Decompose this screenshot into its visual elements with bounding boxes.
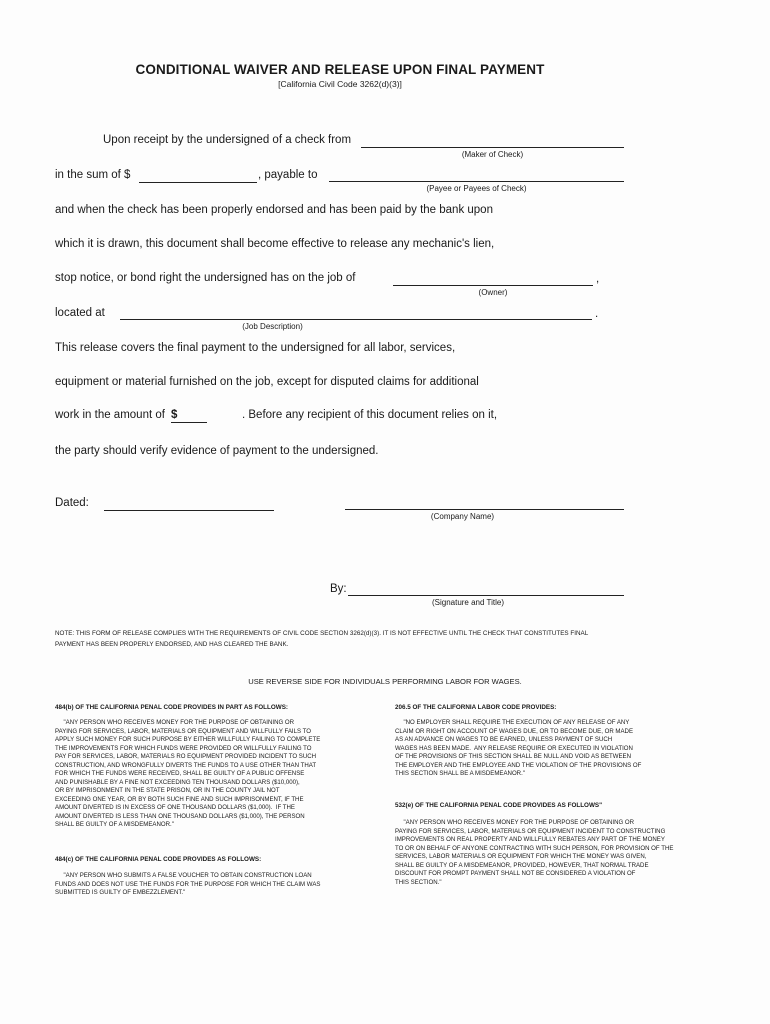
payee-caption: (Payee or Payees of Check): [426, 184, 527, 193]
text-endorsed: and when the check has been properly endorsed and has been paid by the bank upon: [55, 204, 493, 216]
text-release-covers: This release covers the final payment to the undersigned for all labor, services,: [55, 342, 456, 354]
signature-caption: (Signature and Title): [431, 598, 505, 607]
heading-484b: 484(b) OF THE CALIFORNIA PENAL CODE PROVIDES IN PART AS FOLLOWS:: [55, 704, 288, 711]
text-job-of: stop notice, or bond right the undersigned has on the job of: [55, 272, 356, 284]
maker-of-check-caption: (Maker of Check): [461, 150, 524, 159]
job-description-caption: (Job Description): [242, 322, 303, 331]
text-payable-to: , payable to: [258, 169, 318, 181]
sum-amount-field[interactable]: [139, 182, 257, 183]
company-name-caption: (Company Name): [430, 512, 495, 521]
text-effective-release: which it is drawn, this document shall become effective to release any mechanic's lien,: [55, 238, 495, 250]
heading-484c: 484(c) OF THE CALIFORNIA PENAL CODE PROVIDES AS FOLLOWS:: [55, 856, 262, 863]
document-title: CONDITIONAL WAIVER AND RELEASE UPON FINAL PAYMENT: [135, 62, 545, 77]
by-label: By:: [330, 583, 347, 595]
dated-label: Dated:: [55, 497, 89, 509]
text-sum-of: in the sum of $: [55, 169, 131, 181]
heading-206-5: 206.5 OF THE CALIFORNIA LABOR CODE PROVIDES:: [395, 704, 557, 711]
text-located-at: located at: [55, 307, 105, 319]
paragraph-532e: "ANY PERSON WHO RECEIVES MONEY FOR THE PURPOSE OF OBTAINING OR PAYING FOR SERVICES, LABOR, MATERIALS OR EQUIPMENT INCIDENT TO CONSTRUCTING IMPROVEMENTS ON REAL PROPERTY AND WILLFULLY REBATES ANY PART OF THE MONEY TO OR ON BEHALF OF ANYONE CONTRACTING WITH SUCH PERSON, FOR PROVISION OF THE SERVICES, LABOR MATERIALS OR EQUIPMENT FOR WHICH THE MONEY WAS GIVEN, SHALL BE GUILTY OF A MISDEMEANOR, PROVIDED, HOWEVER, THAT NORMAL TRADE DISCOUNT FOR PROMPT PAYMENT SHALL NOT BE CONSIDERED A VIOLATION OF THIS SECTION.": [395, 819, 674, 886]
signature-field[interactable]: [348, 595, 624, 596]
text-equipment-material: equipment or material furnished on the job, except for disputed claims for additional: [55, 376, 479, 388]
note-line-1: NOTE: THIS FORM OF RELEASE COMPLIES WITH THE REQUIREMENTS OF CIVIL CODE SECTION 3262(d)(3). IT IS NOT EFFECTIVE UNTIL THE CHECK THAT CONSTITUTES FINAL: [55, 630, 589, 637]
company-name-field[interactable]: [345, 509, 624, 510]
note-line-2: PAYMENT HAS BEEN PROPERLY ENDORSED, AND HAS CLEARED THE BANK.: [55, 641, 289, 648]
date-field[interactable]: [104, 510, 274, 511]
text-work-amount: work in the amount of: [55, 409, 165, 421]
disputed-amount-field[interactable]: [171, 422, 207, 423]
paragraph-206-5: "NO EMPLOYER SHALL REQUIRE THE EXECUTION OF ANY RELEASE OF ANY CLAIM OR RIGHT ON ACCOUNT OF WAGES DUE, OR TO BECOME DUE, OR MADE AS AN ADVANCE ON WAGES TO BE EARNED, UNLESS PAYMENT OF SUCH WAGES HAS BEEN MADE. ANY RELEASE REQUIRE OR EXECUTED IN VIOLATION OF THE PROVISIONS OF THIS SECTION SHALL BE NULL AND VOID AS BETWEEN THE EMPLOYER AND THE EMPLOYEE AND THE VIOLATION OF THE PROVISIONS OF THIS SECTION SHALL BE A MISDEMEANOR.": [395, 719, 642, 777]
text-verify-payment: the party should verify evidence of payment to the undersigned.: [55, 445, 379, 457]
maker-of-check-field[interactable]: [361, 147, 624, 148]
comma-punct: ,: [596, 273, 600, 285]
period-punct: .: [595, 308, 599, 320]
text-before-recipient: . Before any recipient of this document relies on it,: [242, 409, 498, 421]
owner-caption: (Owner): [478, 288, 508, 297]
dollar-sign: $: [171, 409, 178, 421]
reverse-side-notice: USE REVERSE SIDE FOR INDIVIDUALS PERFORMING LABOR FOR WAGES.: [248, 677, 522, 686]
job-description-field[interactable]: [120, 319, 592, 320]
owner-field[interactable]: [393, 285, 593, 286]
paragraph-484c: "ANY PERSON WHO SUBMITS A FALSE VOUCHER TO OBTAIN CONSTRUCTION LOAN FUNDS AND DOES NOT USE THE FUNDS FOR THE PURPOSE FOR WHICH THE CLAIM WAS SUBMITTED IS GUILTY OF EMBEZZLEMENT.": [55, 872, 321, 896]
paragraph-484b: "ANY PERSON WHO RECEIVES MONEY FOR THE PURPOSE OF OBTAINING OR PAYING FOR SERVICES, LABOR, MATERIALS OR EQUIPMENT AND WILLFULLY FAILS TO APPLY SUCH MONEY FOR SUCH PURPOSE BY EITHER WILLFULLY FAILING TO COMPLETE THE IMPROVEMENTS FOR WHICH FUNDS WERE PROVIDED OR WILLFULLY FAILING TO PAY FOR SERVICES, LABOR, MATERIALS RO EQUIPMENT PROVIDED INCIDENT TO SUCH CONSTRUCTION, AND WRONGFULLY DIVERTS THE FUNDS TO A USE OTHER THAN THAT FOR WHICH THE FUNDS WERE RECEIVED, SHALL BE GUILTY OF A PUBLIC OFFENSE AND PUNISHABLE BY A FINE NOT EXCEEDING TEN THOUSAND DOLLARS ($10,000), OR BY IMPRISONMENT IN THE STATE PRISON, OR IN THE COUNTY JAIL NOT EXCEEDING ONE YEAR, OR BY BOTH SUCH FINE AND SUCH IMPRISONMENT, IF THE AMOUNT DIVERTED IS IN EXCESS OF ONE THOUSAND DOLLARS ($1,000). IF THE AMOUNT DIVERTED IS LESS THAN ONE THOUSAND DOLLARS ($1,000), THE PERSON SHALL BE GUILTY OF A MISDEMEANOR.": [55, 719, 321, 828]
text-receipt-from: Upon receipt by the undersigned of a check from: [103, 134, 352, 146]
heading-532e: 532(e) OF THE CALIFORNIA PENAL CODE PROVIDES AS FOLLOWS": [395, 802, 603, 809]
document-subtitle: [California Civil Code 3262(d)(3)]: [278, 79, 402, 89]
payee-field[interactable]: [329, 181, 624, 182]
